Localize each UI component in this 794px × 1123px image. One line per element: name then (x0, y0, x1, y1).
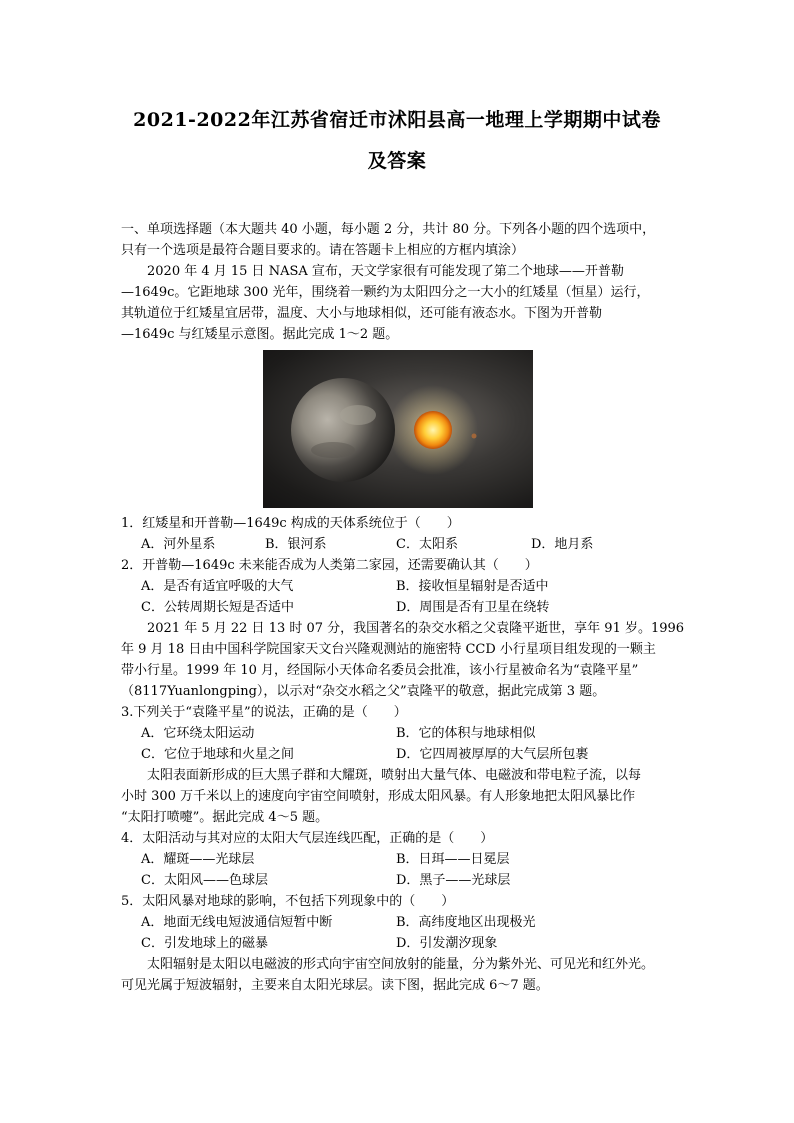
question-2-options (121, 597, 676, 618)
passage-line: 带小行星。1999 年 10 月，经国际小天体命名委员会批准，该小行星被命名为“袁隆平星” (121, 663, 639, 678)
passage-line: “太阳打喷嚏”。据此完成 4～5 题。 (121, 810, 329, 825)
section-instruction: 只有一个选项是最符合题目要求的。请在答题卡上相应的方框内填涂） (121, 243, 525, 258)
section-instruction: 一、单项选择题（本大题共 40 小题，每小题 2 分，共计 80 分。下列各小题的四个选项中， (121, 222, 656, 237)
passage-line: 年 9 月 18 日由中国科学院国家天文台兴隆观测站的施密特 CCD 小行星项目组发现的一颗主 (121, 642, 656, 657)
option-b: B．银河系 (265, 537, 327, 552)
planet-surface-patch (340, 405, 376, 425)
question-3-options (121, 723, 676, 744)
section-intro (121, 219, 676, 345)
option-a: A．地面无线电短波通信短暂中断 (141, 915, 333, 930)
question-3-stem: 3.下列关于“袁隆平星”的说法，正确的是（ ） (121, 705, 407, 720)
passage-line: 其轨道位于红矮星宜居带，温度、大小与地球相似，还可能有液态水。下图为开普勒 (121, 306, 603, 321)
question-1-options (121, 534, 676, 555)
passage-line: （8117Yuanlongping），以示对“杂交水稻之父”袁隆平的敬意，据此完成第 3 题。 (121, 684, 606, 699)
question-4-options (121, 870, 676, 891)
option-b: B．高纬度地区出现极光 (396, 915, 536, 930)
passage-line: 2020 年 4 月 15 日 NASA 宣布，天文学家很有可能发现了第二个地球——开普勒 (147, 264, 624, 279)
question-5-stem: 5．太阳风暴对地球的影响，不包括下列现象中的（ ） (121, 894, 455, 909)
planet-kepler-1649c (291, 378, 395, 482)
planet-surface-patch (311, 442, 355, 458)
option-b: B．接收恒星辐射是否适中 (396, 579, 549, 594)
option-d: D．黑子——光球层 (396, 873, 511, 888)
option-b: B．日珥——日冕层 (396, 852, 510, 867)
option-c: C．它位于地球和火星之间 (141, 747, 294, 762)
option-d: D．它四周被厚厚的大气层所包裹 (396, 747, 589, 762)
passage-line: —1649c 与红矮星示意图。据此完成 1～2 题。 (121, 327, 399, 342)
option-a: A．它环绕太阳运动 (141, 726, 255, 741)
kepler-1649c-figure (263, 350, 533, 508)
question-1-stem: 1．红矮星和开普勒—1649c 构成的天体系统位于（ ） (121, 516, 460, 531)
passage-line: 太阳辐射是太阳以电磁波的形式向宇宙空间放射的能量，分为紫外光、可见光和红外光。 (147, 957, 655, 972)
option-a: A．耀斑——光球层 (141, 852, 255, 867)
question-5-options (121, 912, 676, 933)
small-moon (472, 434, 477, 439)
option-c: C．引发地球上的磁暴 (141, 936, 268, 951)
red-dwarf-star (414, 411, 452, 449)
passage-line: —1649c。它距地球 300 光年，围绕着一颗约为太阳四分之一大小的红矮星（恒星）运行， (121, 285, 650, 300)
option-c: C．公转周期长短是否适中 (141, 600, 294, 615)
option-d: D．地月系 (531, 537, 594, 552)
passage-line: 太阳表面新形成的巨大黑子群和大耀斑，喷射出大量气体、电磁波和带电粒子流，以每 (147, 768, 642, 783)
question-4-options (121, 849, 676, 870)
option-d: D．引发潮汐现象 (396, 936, 498, 951)
option-a: A．是否有适宜呼吸的大气 (141, 579, 294, 594)
passage-line: 可见光属于短波辐射，主要来自太阳光球层。读下图，据此完成 6～7 题。 (121, 978, 549, 993)
option-a: A．河外星系 (141, 537, 216, 552)
question-2-options (121, 576, 676, 597)
question-5-options (121, 933, 676, 954)
passage-line: 小时 300 万千米以上的速度向宇宙空间喷射，形成太阳风暴。有人形象地把太阳风暴比作 (121, 789, 636, 804)
option-b: B．它的体积与地球相似 (396, 726, 536, 741)
option-c: C．太阳风——色球层 (141, 873, 268, 888)
page-title-continued: 及答案 (367, 150, 427, 172)
option-c: C．太阳系 (396, 537, 458, 552)
page-title: 2021-2022年江苏省宿迁市沭阳县高一地理上学期期中试卷 (133, 109, 661, 131)
question-3-options (121, 744, 676, 765)
passage-line: 2021 年 5 月 22 日 13 时 07 分，我国著名的杂交水稻之父袁隆平逝世，享年 91 岁。1996 (147, 621, 685, 636)
planet-star-illustration (263, 350, 533, 508)
questions-block (121, 513, 685, 996)
question-2-stem: 2．开普勒—1649c 未来能否成为人类第二家园，还需要确认其（ ） (121, 558, 538, 573)
option-d: D．周围是否有卫星在绕转 (396, 600, 550, 615)
question-4-stem: 4．太阳活动与其对应的太阳大气层连线匹配，正确的是（ ） (121, 831, 494, 846)
